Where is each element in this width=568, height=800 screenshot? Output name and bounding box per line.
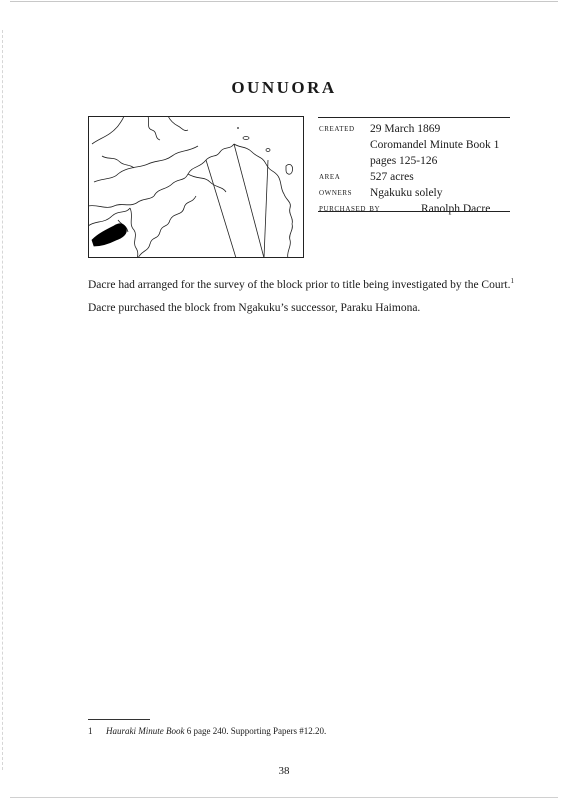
footnote bbox=[88, 725, 528, 737]
created-source-row bbox=[319, 137, 511, 153]
bottom-edge-rule bbox=[10, 797, 558, 798]
purchased-label: purchased by bbox=[319, 203, 381, 214]
purchased-row bbox=[319, 201, 511, 217]
left-page-edge bbox=[2, 30, 3, 770]
footnote-rest: 6 page 240. Supporting Papers #12.20. bbox=[184, 726, 327, 736]
owners-label: owners bbox=[319, 187, 353, 198]
footnote-book-title: Hauraki Minute Book bbox=[106, 726, 185, 736]
footnote-text bbox=[106, 725, 326, 737]
body-text bbox=[88, 274, 518, 320]
body-paragraph-2: Dacre purchased the block from Ngakuku’s successor, Paraku Haimona. bbox=[88, 302, 421, 314]
body-paragraph-1: Dacre had arranged for the survey of the block prior to title being investigated by the Court.$^1$ bbox=[88, 277, 514, 291]
page-number: 38 bbox=[278, 765, 290, 777]
owners-value: Ngakuku solely bbox=[370, 187, 443, 199]
created-pages-row bbox=[319, 153, 511, 169]
block-info-table bbox=[319, 121, 511, 217]
footnote-ref: 1 bbox=[510, 277, 514, 286]
map-illustration bbox=[88, 116, 304, 258]
area-value: 527 acres bbox=[370, 171, 414, 183]
created-source-line1: Coromandel Minute Book 1 bbox=[370, 139, 500, 151]
area-label: area bbox=[319, 171, 341, 182]
owners-row bbox=[319, 185, 511, 201]
created-date: 29 March 1869 bbox=[370, 123, 441, 135]
page-title: OUNUORA bbox=[231, 78, 337, 97]
created-label: created bbox=[319, 123, 355, 134]
info-bottom-rule bbox=[318, 211, 510, 212]
area-row bbox=[319, 169, 511, 185]
footnote-rule bbox=[88, 719, 150, 720]
info-top-rule bbox=[318, 117, 510, 118]
purchased-value: Ranolph Dacre bbox=[421, 203, 491, 215]
footnote-number: 1 bbox=[88, 726, 93, 736]
map-point bbox=[237, 127, 239, 129]
created-source-line2: pages 125-126 bbox=[370, 155, 438, 167]
created-row bbox=[319, 121, 511, 137]
location-map bbox=[88, 116, 304, 258]
top-edge-rule bbox=[10, 1, 558, 2]
